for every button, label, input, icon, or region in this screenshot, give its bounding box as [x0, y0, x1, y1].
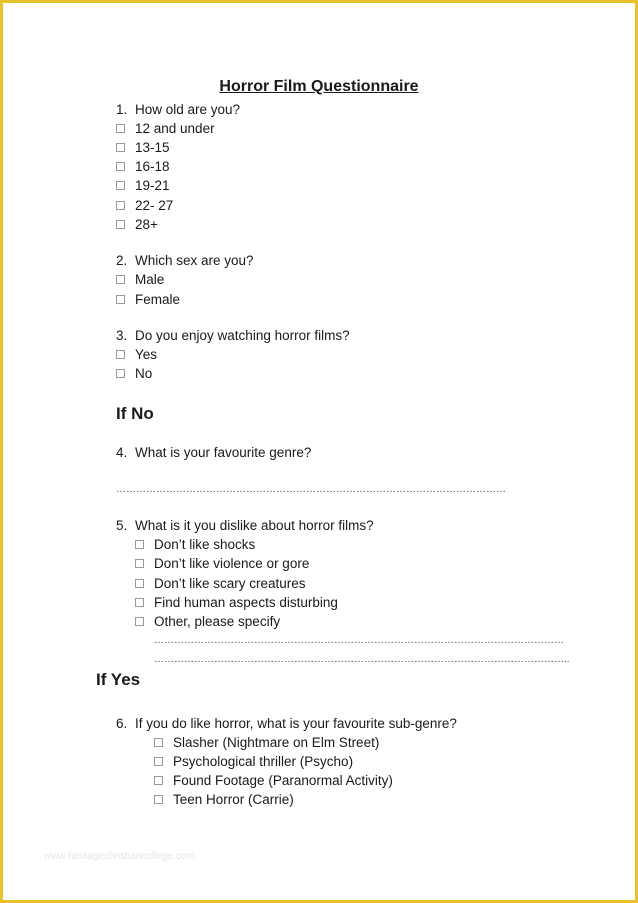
- question-text: How old are you?: [135, 102, 241, 117]
- option-label: Yes: [135, 347, 158, 362]
- question-number: 1.: [116, 102, 128, 117]
- question-3: [116, 328, 350, 343]
- option-psychological-thriller[interactable]: [154, 754, 353, 769]
- checkbox-icon[interactable]: [154, 757, 163, 766]
- option-label: Psychological thriller (Psycho): [173, 754, 354, 769]
- question-number: 5.: [116, 518, 128, 533]
- option-22-27[interactable]: [116, 198, 173, 213]
- checkbox-icon[interactable]: [135, 540, 144, 549]
- option-16-18[interactable]: [116, 159, 170, 174]
- question-text: Do you enjoy watching horror films?: [135, 328, 350, 343]
- checkbox-icon[interactable]: [116, 143, 125, 152]
- option-label: 22- 27: [135, 198, 174, 213]
- option-dont-like-violence[interactable]: [135, 556, 309, 571]
- checkbox-icon[interactable]: [135, 559, 144, 568]
- option-label: Don’t like scary creatures: [154, 576, 306, 591]
- checkbox-icon[interactable]: [116, 295, 125, 304]
- option-human-aspects[interactable]: [135, 595, 338, 610]
- question-number: 2.: [116, 253, 128, 268]
- option-other[interactable]: [135, 614, 280, 629]
- option-female[interactable]: [116, 292, 180, 307]
- option-label: 12 and under: [135, 121, 215, 136]
- checkbox-icon[interactable]: [135, 617, 144, 626]
- checkbox-icon[interactable]: [154, 795, 163, 804]
- question-number: 6.: [116, 716, 128, 731]
- option-teen-horror[interactable]: [154, 792, 294, 807]
- option-label: Find human aspects disturbing: [154, 595, 338, 610]
- checkbox-icon[interactable]: [116, 201, 125, 210]
- answer-line-other-2[interactable]: ……………………………………………………………………………………………………………..: [154, 654, 570, 665]
- option-label: No: [135, 366, 153, 381]
- question-4: [116, 445, 311, 460]
- option-label: Male: [135, 272, 165, 287]
- option-no[interactable]: [116, 366, 152, 381]
- option-dont-like-creatures[interactable]: [135, 576, 306, 591]
- watermark-text: www.heritagechristiancollege.com: [44, 851, 195, 862]
- option-label: Female: [135, 292, 181, 307]
- option-19-21[interactable]: [116, 178, 170, 193]
- section-heading-if-yes: If Yes: [96, 670, 141, 689]
- option-label: Teen Horror (Carrie): [173, 792, 294, 807]
- question-number: 3.: [116, 328, 128, 343]
- checkbox-icon[interactable]: [116, 181, 125, 190]
- question-text: What is your favourite genre?: [135, 445, 312, 460]
- question-2: [116, 253, 254, 268]
- page-title: Horror Film Questionnaire: [219, 78, 419, 95]
- option-slasher[interactable]: [154, 735, 379, 750]
- option-male[interactable]: [116, 272, 164, 287]
- checkbox-icon[interactable]: [154, 738, 163, 747]
- option-label: Other, please specify: [154, 614, 281, 629]
- option-label: 19-21: [135, 178, 170, 193]
- checkbox-icon[interactable]: [116, 220, 125, 229]
- option-13-15[interactable]: [116, 140, 170, 155]
- checkbox-icon[interactable]: [135, 598, 144, 607]
- checkbox-icon[interactable]: [116, 350, 125, 359]
- answer-line-genre[interactable]: ………………………………………………………………………………………………………: [116, 484, 506, 495]
- option-label: Don’t like violence or gore: [154, 556, 310, 571]
- checkbox-icon[interactable]: [116, 162, 125, 171]
- option-label: 13-15: [135, 140, 170, 155]
- question-text: Which sex are you?: [135, 253, 254, 268]
- option-label: Don’t like shocks: [154, 537, 256, 552]
- option-dont-like-shocks[interactable]: [135, 537, 255, 552]
- option-28-plus[interactable]: [116, 217, 158, 232]
- question-1: [116, 102, 240, 117]
- question-text: If you do like horror, what is your favourite sub-genre?: [135, 716, 457, 731]
- option-found-footage[interactable]: [154, 773, 393, 788]
- option-label: Slasher (Nightmare on Elm Street): [173, 735, 380, 750]
- question-5: [116, 518, 374, 533]
- option-label: 16-18: [135, 159, 170, 174]
- question-number: 4.: [116, 445, 128, 460]
- option-12-and-under[interactable]: [116, 121, 215, 136]
- checkbox-icon[interactable]: [116, 275, 125, 284]
- option-yes[interactable]: [116, 347, 157, 362]
- checkbox-icon[interactable]: [116, 369, 125, 378]
- checkbox-icon[interactable]: [154, 776, 163, 785]
- option-label: 28+: [135, 217, 158, 232]
- answer-line-other-1[interactable]: ……………………………………………………………………………………………………………: [154, 635, 564, 646]
- checkbox-icon[interactable]: [116, 124, 125, 133]
- question-6: [116, 716, 457, 731]
- question-text: What is it you dislike about horror films?: [135, 518, 374, 533]
- checkbox-icon[interactable]: [135, 579, 144, 588]
- option-label: Found Footage (Paranormal Activity): [173, 773, 393, 788]
- section-heading-if-no: If No: [116, 404, 154, 423]
